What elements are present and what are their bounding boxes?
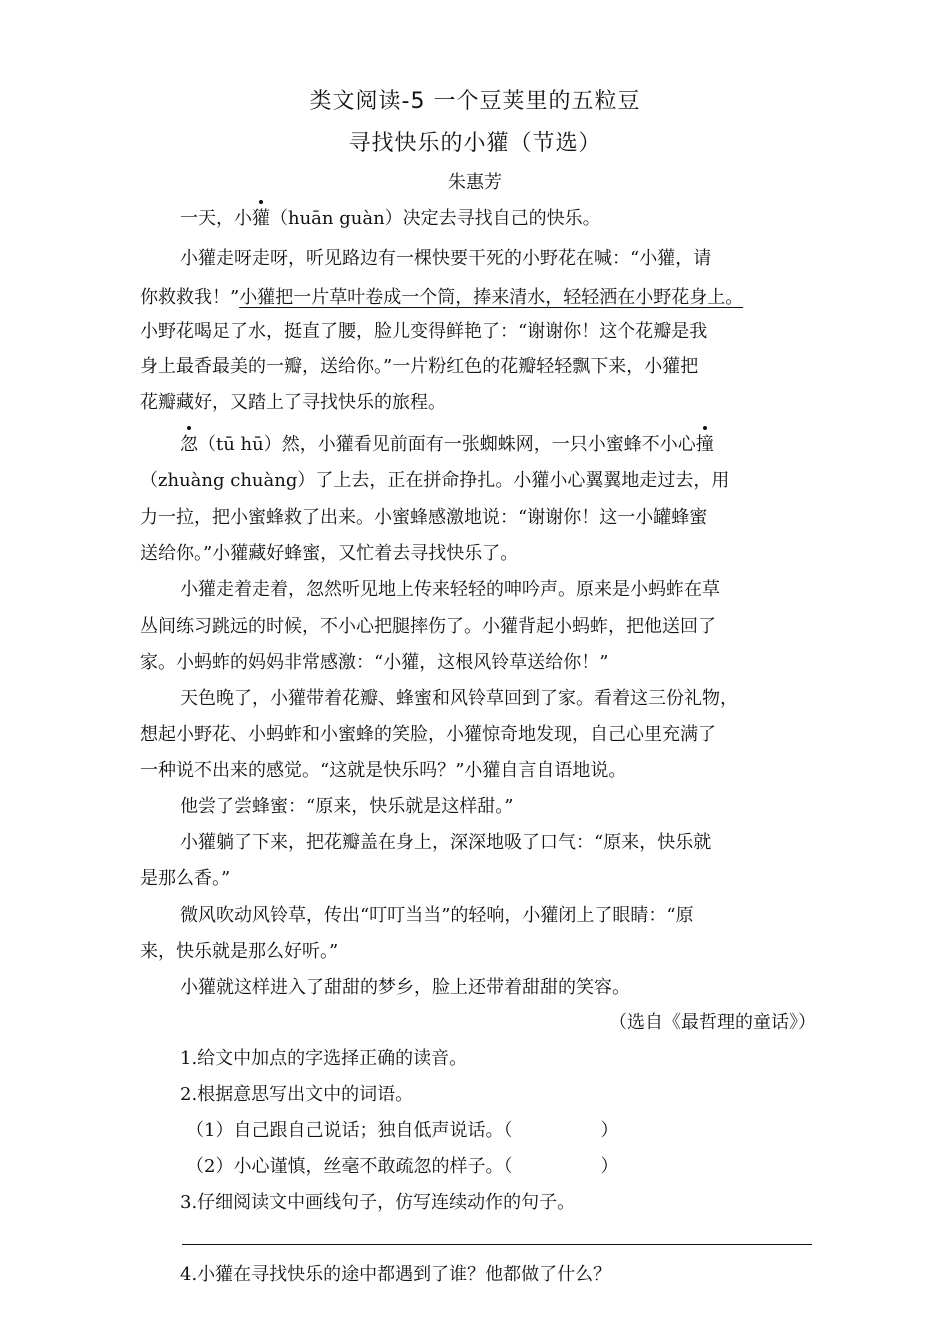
- story-line: 小獾躺了下来，把花瓣盖在身上，深深地吸了口气：“原来，快乐就: [180, 832, 712, 853]
- story-line: 一种说不出来的感觉。“这就是快乐吗？”小獾自言自语地说。: [140, 760, 627, 781]
- worksheet-title: 类文阅读-5 一个豆荚里的五粒豆: [309, 89, 641, 114]
- story-line: 天色晚了，小獾带着花瓣、蜂蜜和风铃草回到了家。看着这三份礼物，: [180, 688, 738, 709]
- story-line: 家。小蚂蚱的妈妈非常感激：“小獾，这根风铃草送给你！”: [140, 652, 609, 673]
- story-line: 忽（tū hū）然，小獾看见前面有一张蜘蛛网，一只小蜜蜂不小心撞: [180, 432, 714, 458]
- story-line: 来，快乐就是那么好听。”: [140, 941, 339, 962]
- source-citation: （选自《最哲理的童话》）: [609, 1012, 816, 1033]
- underlined-sentence: 小獾把一片草叶卷成一个筒，捧来清水，轻轻洒在小野花身上。: [239, 287, 744, 308]
- story-line: 想起小野花、小蚂蚱和小蜜蜂的笑脸，小獾惊奇地发现，自己心里充满了: [140, 724, 716, 745]
- story-line: 是那么香。”: [140, 868, 231, 889]
- story-line: 花瓣藏好，又踏上了寻找快乐的旅程。: [140, 392, 446, 413]
- question-1: 1.给文中加点的字选择正确的读音。: [180, 1048, 468, 1069]
- question-2-1: （1）自己跟自己说话；独自低声说话。（ ）: [186, 1120, 619, 1141]
- answer-line[interactable]: [182, 1244, 812, 1245]
- story-line: 小獾就这样进入了甜甜的梦乡，脸上还带着甜甜的笑容。: [180, 977, 630, 998]
- story-line: （zhuàng chuàng）了上去，正在拼命挣扎。小獾小心翼翼地走过去，用: [140, 470, 730, 491]
- story-line: 送给你。”小獾藏好蜂蜜，又忙着去寻找快乐了。: [140, 543, 519, 564]
- story-line: 丛间练习跳远的时候，不小心把腿摔伤了。小獾背起小蚂蚱，把他送回了: [140, 616, 716, 637]
- story-line: 一天，小獾（huān guàn）决定去寻找自己的快乐。: [180, 206, 601, 232]
- question-3: 3.仔细阅读文中画线句子，仿写连续动作的句子。: [180, 1192, 576, 1213]
- story-line: 微风吹动风铃草，传出“叮叮当当”的轻响，小獾闭上了眼睛：“原: [180, 905, 694, 926]
- dotted-character: 獾: [252, 206, 270, 232]
- story-title: 寻找快乐的小獾（节选）: [348, 131, 602, 156]
- author-name: 朱惠芳: [448, 172, 502, 193]
- story-line: 你救救我！”小獾把一片草叶卷成一个筒，捧来清水，轻轻洒在小野花身上。: [140, 287, 744, 308]
- story-line: 小野花喝足了水，挺直了腰，脸儿变得鲜艳了：“谢谢你！这个花瓣是我: [140, 321, 708, 342]
- story-line: 身上最香最美的一瓣，送给你。”一片粉红色的花瓣轻轻飘下来，小獾把: [140, 356, 699, 377]
- story-line: 他尝了尝蜂蜜：“原来，快乐就是这样甜。”: [180, 796, 514, 817]
- question-2: 2.根据意思写出文中的词语。: [180, 1084, 414, 1105]
- dotted-character: 忽: [180, 432, 198, 458]
- story-line: 小獾走着走着，忽然听见地上传来轻轻的呻吟声。原来是小蚂蚱在草: [180, 579, 720, 600]
- question-4: 4.小獾在寻找快乐的途中都遇到了谁？他都做了什么？: [180, 1264, 612, 1285]
- story-line: 小獾走呀走呀，听见路边有一棵快要干死的小野花在喊：“小獾，请: [180, 248, 712, 269]
- story-line: 力一拉，把小蜜蜂救了出来。小蜜蜂感激地说：“谢谢你！这一小罐蜂蜜: [140, 507, 708, 528]
- dotted-character: 撞: [696, 432, 714, 458]
- question-2-2: （2）小心谨慎，丝毫不敢疏忽的样子。（ ）: [186, 1156, 619, 1177]
